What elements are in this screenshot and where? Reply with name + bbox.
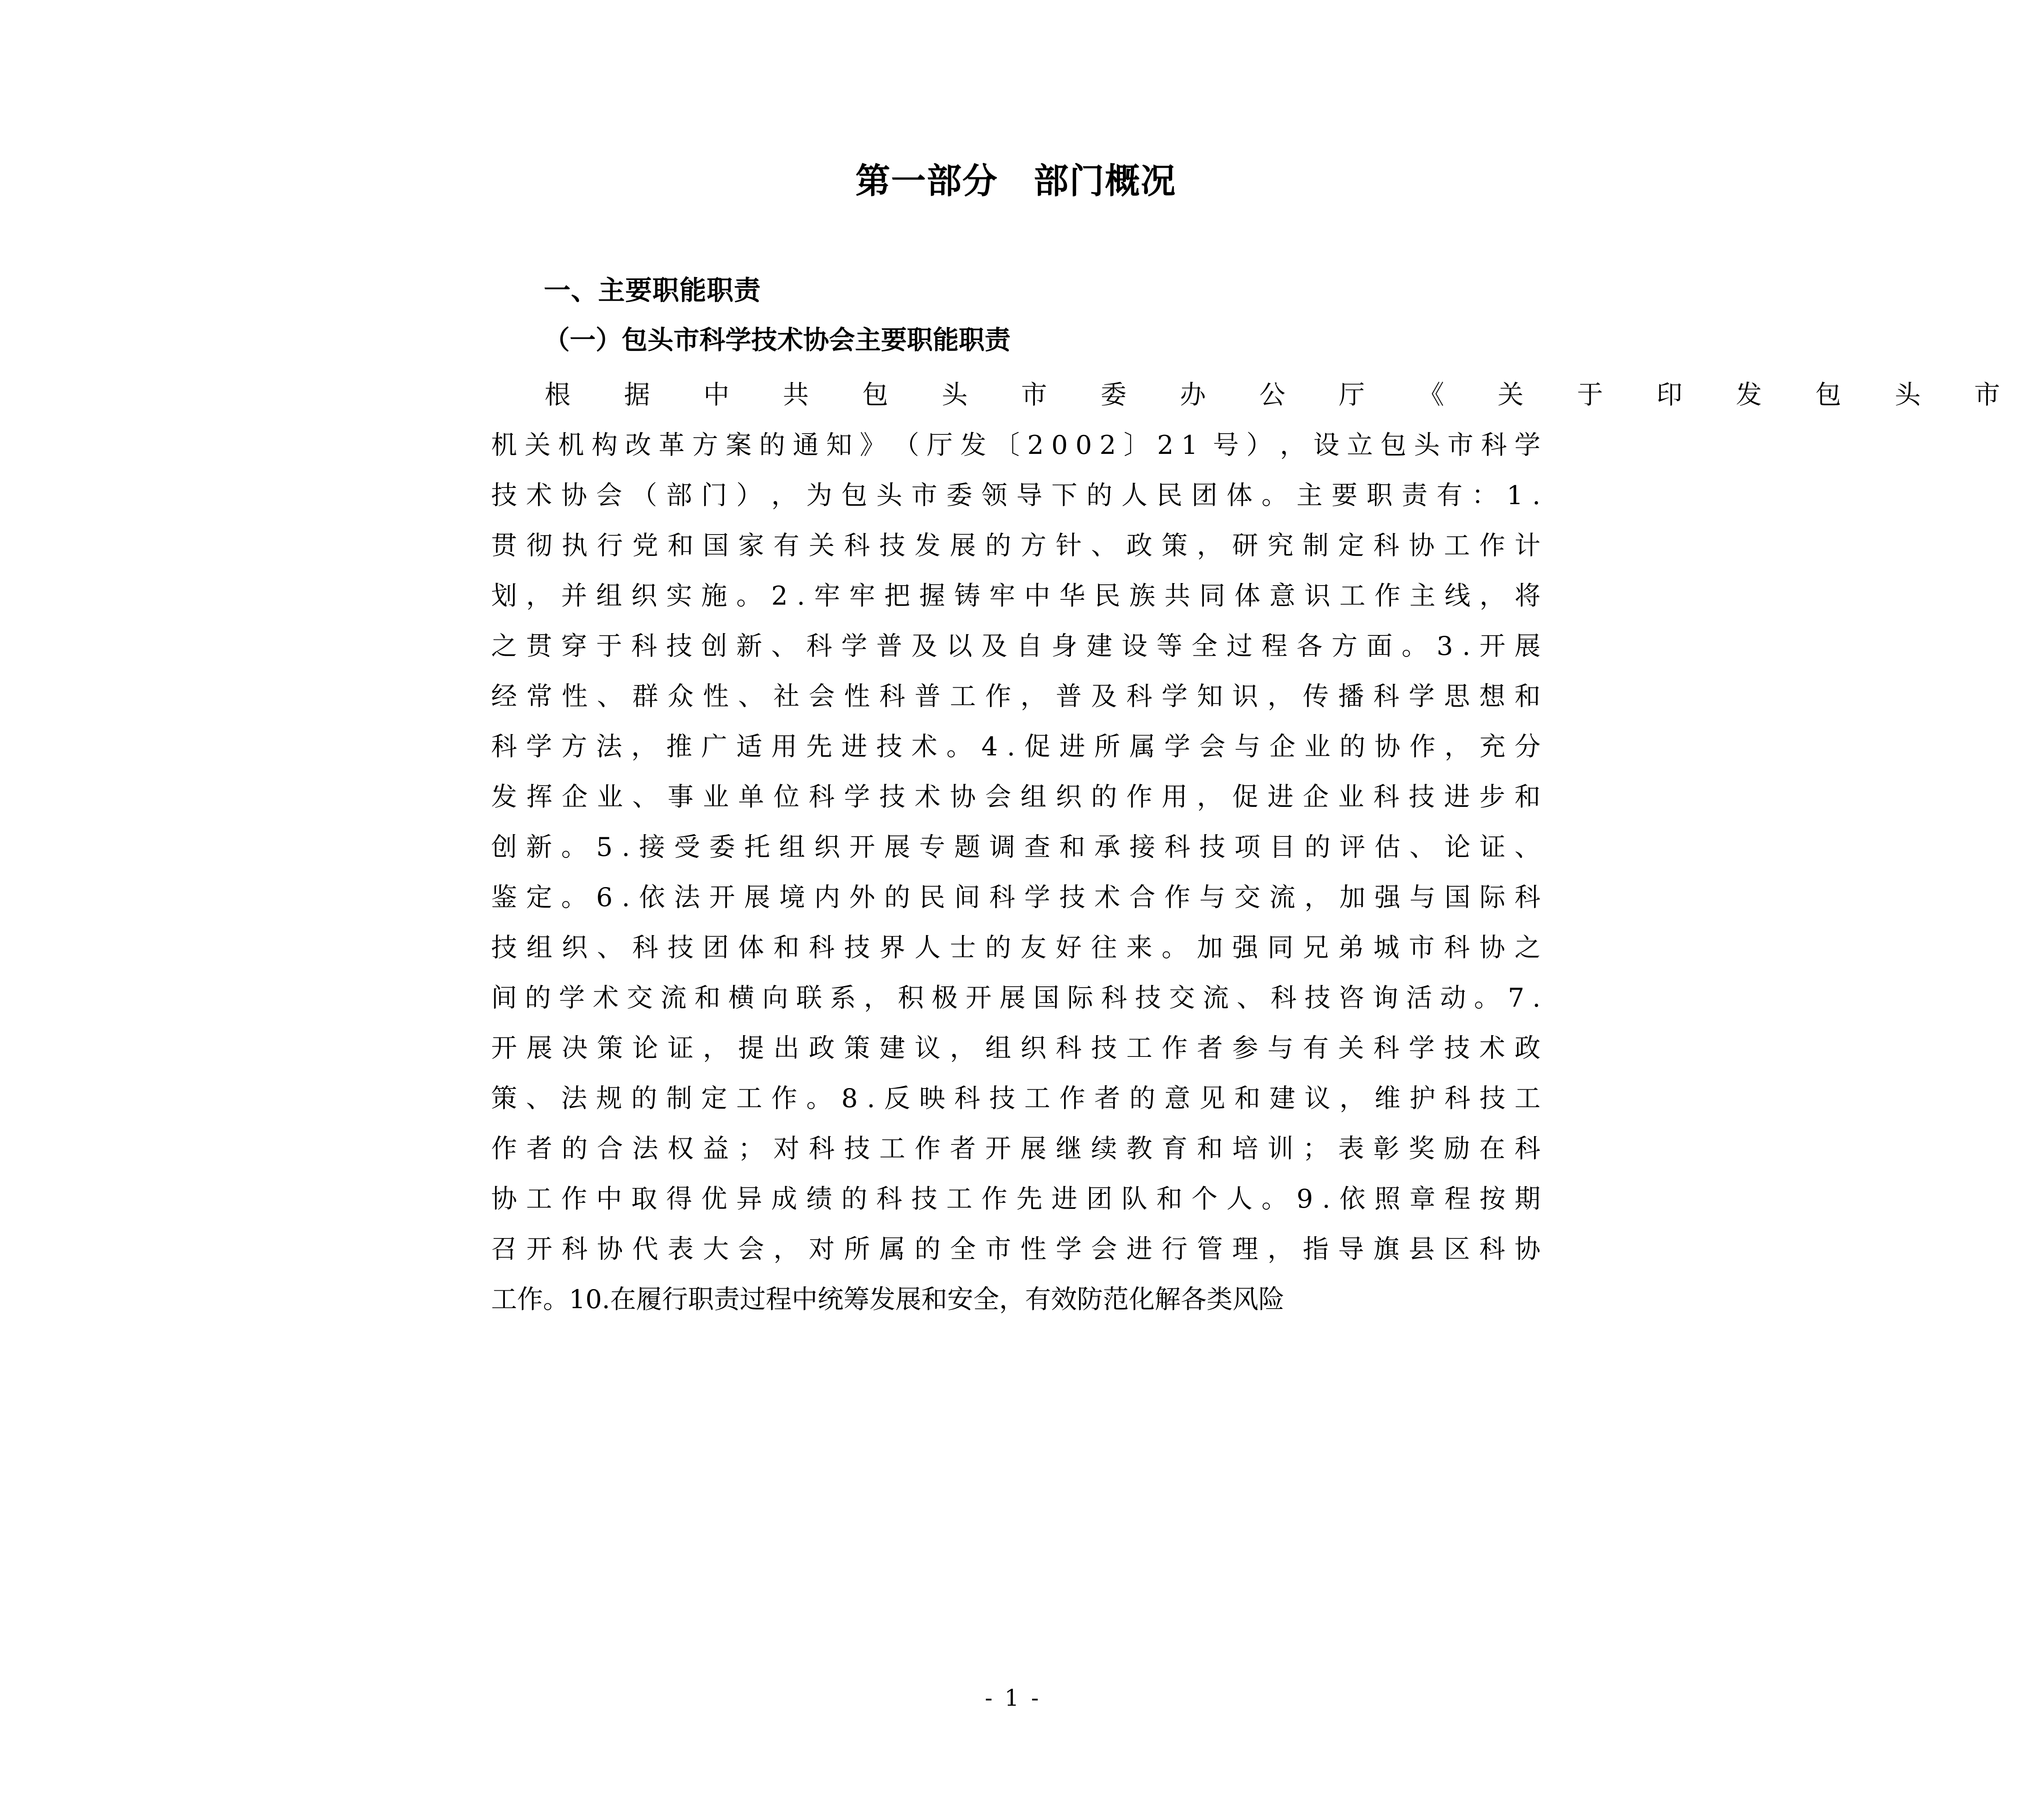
body-text-line: 工作。10.在履行职责过程中统筹发展和安全，有效防范化解各类风险	[491, 1284, 1284, 1315]
body-text-line: 协 工 作 中 取 得 优 异 成 绩 的 科 技 工 作 先 进 团 队 和 个 人 。 9 . 依 照 章 程 按 期	[491, 1184, 1541, 1214]
body-text-line: 技 术 协 会 （ 部 门 ） ， 为 包 头 市 委 领 导 下 的 人 民 团 体 。 主 要 职 责 有 ： 1 .	[491, 480, 1541, 511]
body-text-line: 间 的 学 术 交 流 和 横 向 联 系 ， 积 极 开 展 国 际 科 技 交 流 、 科 技 咨 询 活 动 。 7 .	[491, 983, 1541, 1013]
body-text-line: 召 开 科 协 代 表 大 会 ， 对 所 属 的 全 市 性 学 会 进 行 管 理 ， 指 导 旗 县 区 科 协	[491, 1234, 1541, 1264]
body-text-line: 发 挥 企 业 、 事 业 单 位 科 学 技 术 协 会 组 织 的 作 用 ， 促 进 企 业 科 技 进 步 和	[491, 782, 1541, 812]
main-body-paragraph	[491, 356, 2000, 1325]
body-text-line: 鉴 定 。 6 . 依 法 开 展 境 内 外 的 民 间 科 学 技 术 合 作 与 交 流 ， 加 强 与 国 际 科	[491, 882, 1541, 913]
body-text-line: 创 新 。 5 . 接 受 委 托 组 织 开 展 专 题 调 查 和 承 接 科 技 项 目 的 评 估 、 论 证 、	[491, 832, 1541, 862]
body-text-line: 划 ， 并 组 织 实 施 。 2 . 牢 牢 把 握 铸 牢 中 华 民 族 共 同 体 意 识 工 作 主 线 ， 将	[491, 581, 1541, 611]
body-text-line: 贯 彻 执 行 党 和 国 家 有 关 科 技 发 展 的 方 针 、 政 策 ， 研 究 制 定 科 协 工 作 计	[491, 530, 1541, 561]
part-title: 第一部分 部门概况	[855, 161, 1176, 201]
body-text-line: 根 据 中 共 包 头 市 委 办 公 厅 《 关 于 印 发 包 头 市	[545, 380, 2000, 410]
page-content-column	[491, 0, 2000, 1820]
body-text-line: 技 组 织 、 科 技 团 体 和 科 技 界 人 士 的 友 好 往 来 。 加 强 同 兄 弟 城 市 科 协 之	[491, 932, 1541, 963]
body-text-line: 作 者 的 合 法 权 益 ； 对 科 技 工 作 者 开 展 继 续 教 育 和 培 训 ； 表 彰 奖 励 在 科	[491, 1133, 1541, 1164]
body-text-line: 之 贯 穿 于 科 技 创 新 、 科 学 普 及 以 及 自 身 建 设 等 全 过 程 各 方 面 。 3 . 开 展	[491, 631, 1541, 661]
section-heading-level-1: 一、主要职能职责	[544, 274, 761, 306]
page-number-footer: - 1 -	[985, 1685, 1041, 1711]
body-text-line: 科 学 方 法 ， 推 广 适 用 先 进 技 术 。 4 . 促 进 所 属 学 会 与 企 业 的 协 作 ， 充 分	[491, 731, 1541, 762]
body-text-line: 策 、 法 规 的 制 定 工 作 。 8 . 反 映 科 技 工 作 者 的 意 见 和 建 议 ， 维 护 科 技 工	[491, 1083, 1541, 1114]
body-text-line: 经 常 性 、 群 众 性 、 社 会 性 科 普 工 作 ， 普 及 科 学 知 识 ， 传 播 科 学 思 想 和	[491, 681, 1541, 712]
document-page	[370, 0, 2000, 1820]
body-text-line: 机 关 机 构 改 革 方 案 的 通 知 》 （ 厅 发 〔 2 0 0 2 〕 2 1 号 ） ， 设 立 包 头 市 科 学	[491, 430, 1541, 460]
section-heading-level-2: （一）包头市科学技术协会主要职能职责	[544, 325, 1011, 356]
body-text-line: 开 展 决 策 论 证 ， 提 出 政 策 建 议 ， 组 织 科 技 工 作 者 参 与 有 关 科 学 技 术 政	[491, 1033, 1541, 1063]
